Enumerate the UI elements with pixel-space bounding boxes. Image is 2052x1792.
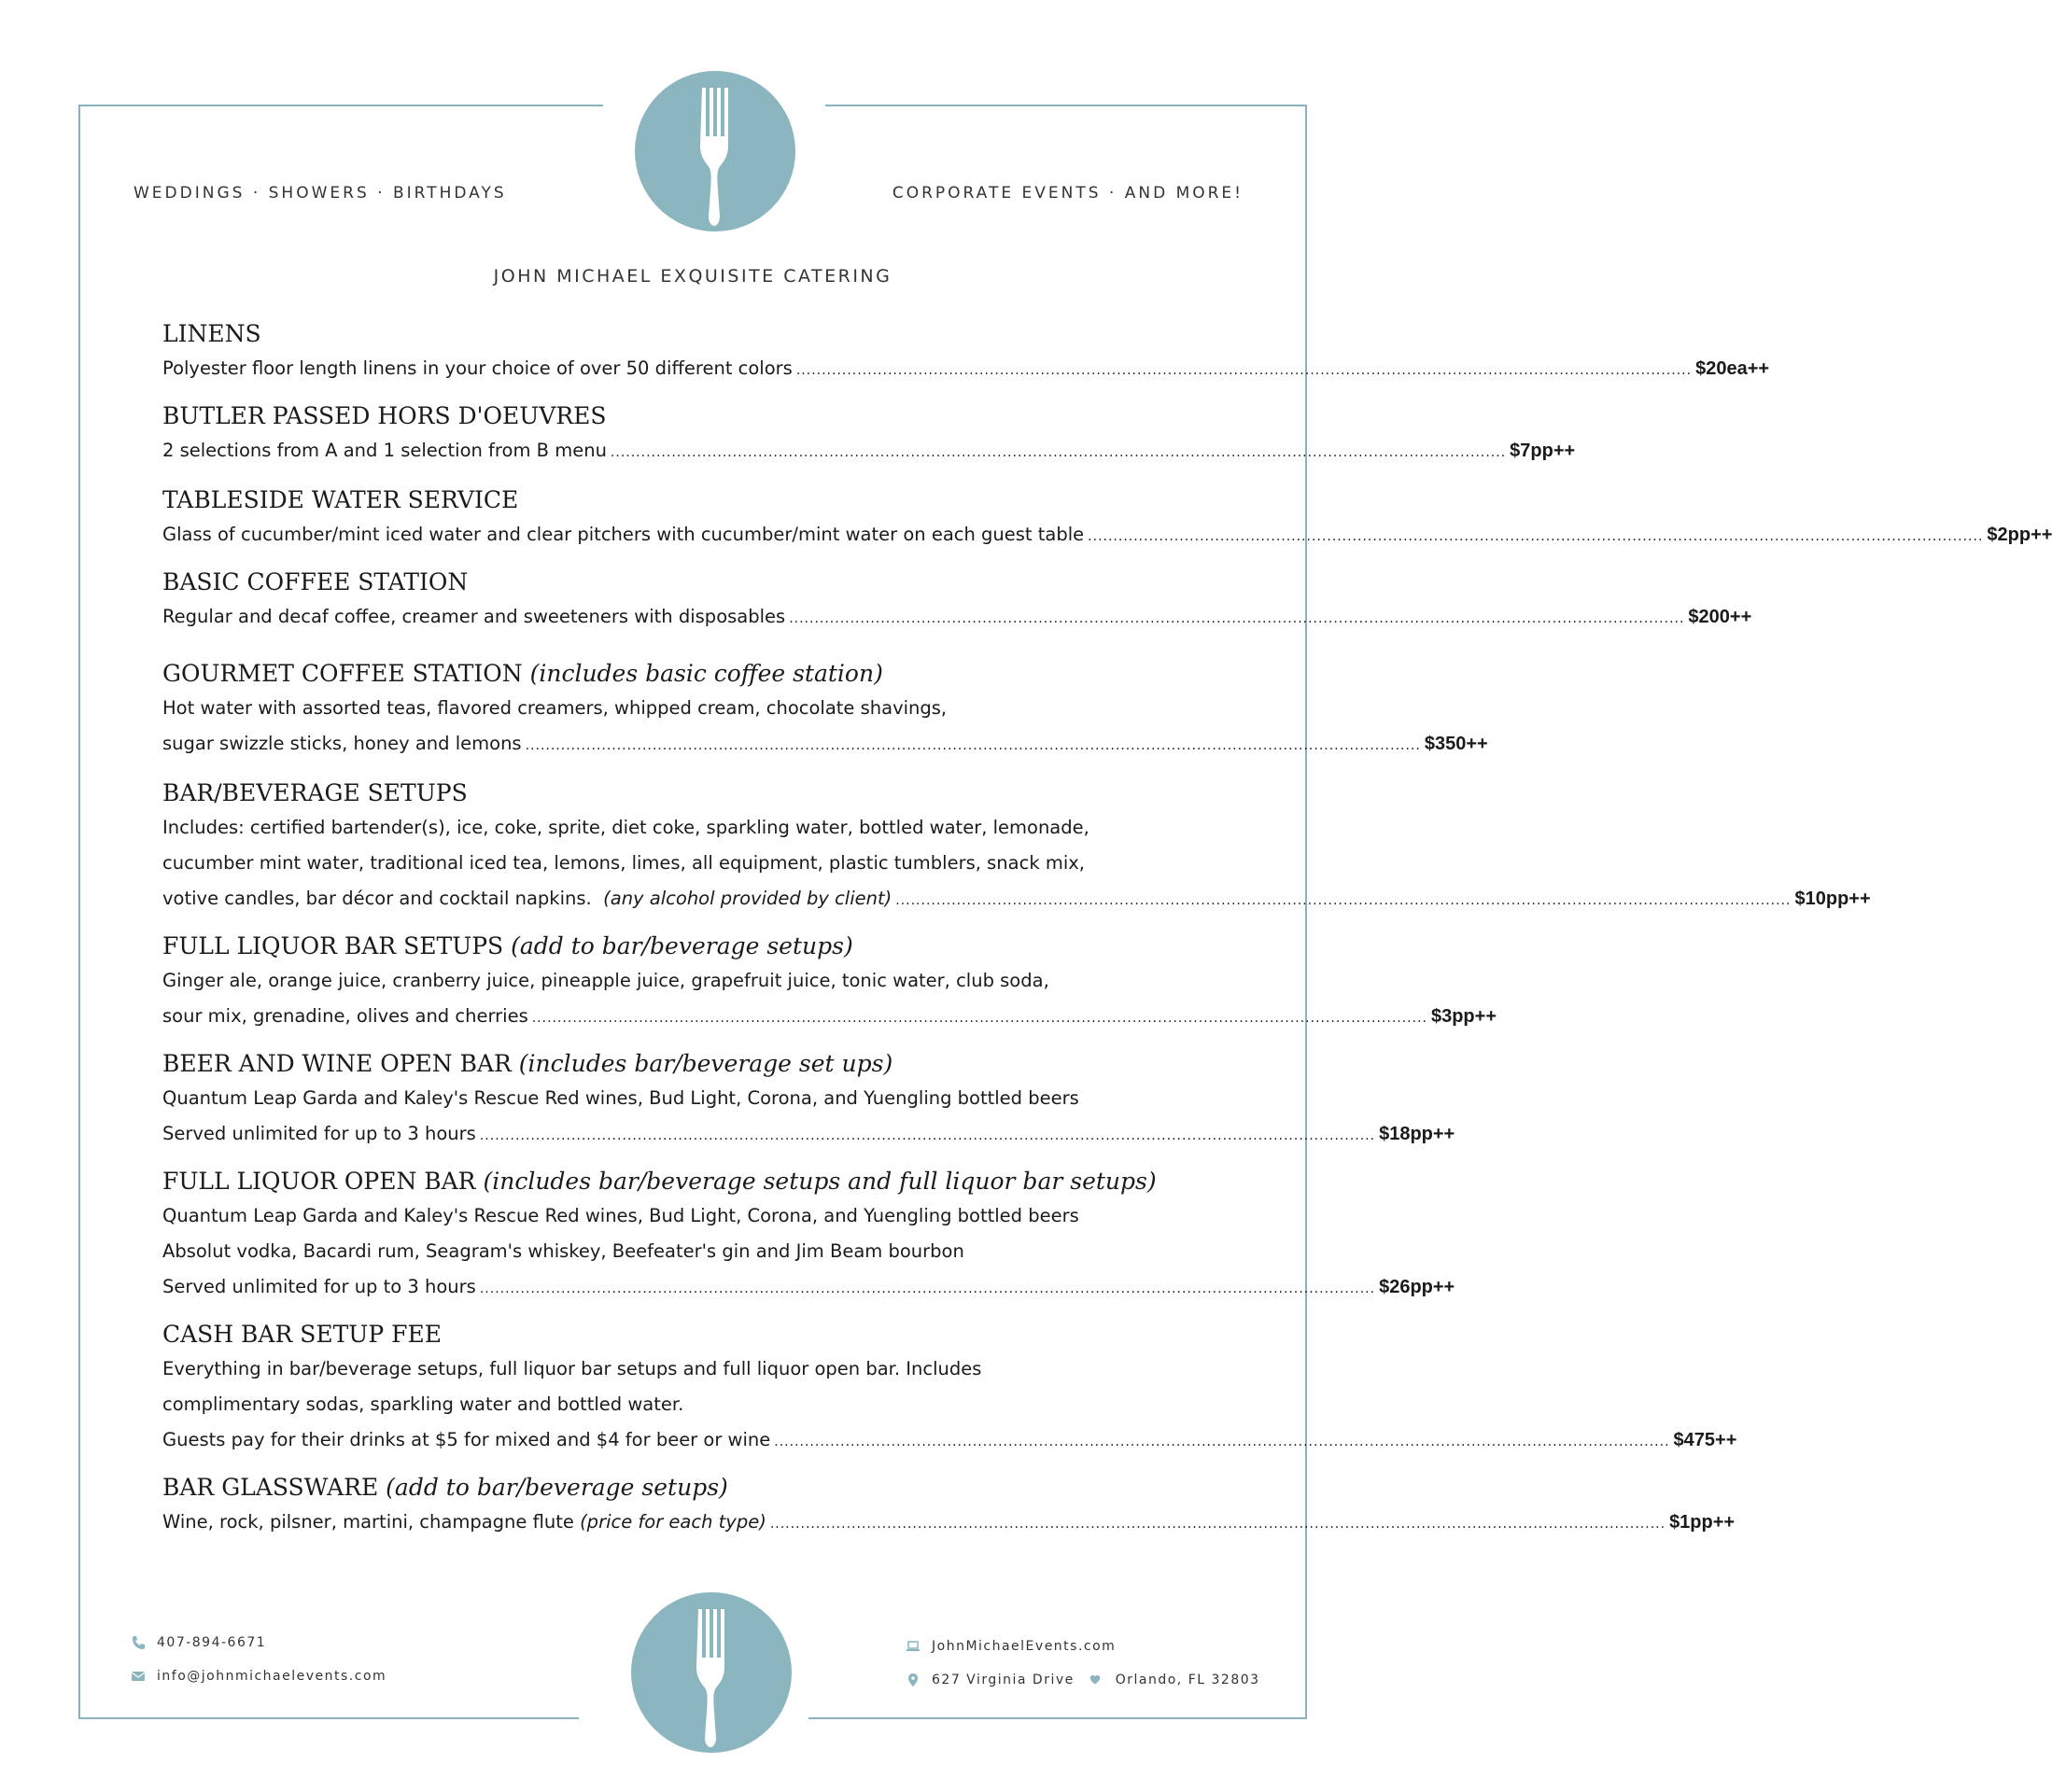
price: $7pp++: [1510, 441, 1576, 461]
section-title-note: (includes basic coffee station): [529, 660, 883, 687]
section-title: BAR/BEVERAGE SETUPS: [162, 779, 468, 806]
price: $1pp++: [1669, 1512, 1736, 1533]
section-title: CASH BAR SETUP FEE: [162, 1321, 442, 1348]
dot-leader: ................................................................................................................................................................................: [479, 1128, 1376, 1143]
footer-phone: [131, 1635, 266, 1650]
fork-icon: [635, 71, 795, 231]
section-title-text: FULL LIQUOR BAR SETUPS: [162, 932, 504, 959]
heart-icon: [1089, 1674, 1101, 1686]
priced-line: [162, 1116, 1455, 1152]
dot-leader: ................................................................................................................................................................................: [525, 738, 1421, 753]
priced-line: [162, 881, 1871, 917]
frame-top-right: [825, 105, 1307, 106]
section-title-note: (add to bar/beverage setups): [386, 1474, 728, 1501]
priced-line: [162, 517, 2052, 553]
section-title: [162, 1471, 1236, 1505]
section-bar-glassware: [162, 1471, 1736, 1540]
description-line: Absolut vodka, Bacardi rum, Seagram's whiskey, Beefeater's gin and Jim Beam bourbon: [162, 1240, 964, 1262]
dot-leader: ................................................................................................................................................................................: [895, 893, 1792, 908]
dot-leader: ................................................................................................................................................................................: [795, 363, 1693, 378]
price: $350++: [1424, 734, 1488, 754]
priced-line: [162, 1422, 1737, 1458]
priced-line: [162, 999, 1497, 1034]
price: $20ea++: [1695, 358, 1770, 379]
website-link[interactable]: JohnMichaelEvents.com: [932, 1639, 1117, 1654]
brand-title: JOHN MICHAEL EXQUISITE CATERING: [493, 266, 892, 287]
laptop-icon: [906, 1639, 921, 1654]
fork-logo-bottom: [631, 1592, 792, 1753]
phone-number[interactable]: 407-894-6671: [157, 1635, 267, 1650]
frame-left: [78, 105, 80, 1719]
price: $200++: [1688, 607, 1752, 627]
price: $475++: [1673, 1430, 1737, 1450]
section-title: LINENS: [162, 320, 261, 347]
section-title: BUTLER PASSED HORS D'OEUVRES: [162, 402, 607, 429]
description: 2 selections from A and 1 selection from B menu: [162, 440, 607, 461]
section-tableside-water: [162, 483, 2052, 553]
location-pin-icon: [906, 1673, 921, 1687]
description-text: votive candles, bar décor and cocktail napkins.: [162, 888, 592, 909]
priced-line: [162, 599, 1752, 635]
dot-leader: ................................................................................................................................................................................: [769, 1517, 1666, 1532]
description-note: (any alcohol provided by client): [603, 888, 892, 909]
section-title-text: BEER AND WINE OPEN BAR: [162, 1050, 512, 1077]
section-cash-bar: [162, 1318, 1737, 1458]
section-title: BASIC COFFEE STATION: [162, 568, 469, 595]
price: $3pp++: [1430, 1006, 1497, 1027]
description-line: Ginger ale, orange juice, cranberry juice, pineapple juice, grapefruit juice, tonic water, club soda,: [162, 970, 1049, 991]
description: Guests pay for their drinks at $5 for mixed and $4 for beer or wine: [162, 1429, 771, 1450]
price: $10pp++: [1794, 889, 1871, 909]
description-line: complimentary sodas, sparkling water and bottled water.: [162, 1393, 684, 1415]
section-title: [162, 930, 1236, 963]
footer-email: [131, 1669, 387, 1684]
section-title: [162, 1165, 1236, 1198]
tagline-left: WEDDINGS · SHOWERS · BIRTHDAYS: [134, 184, 507, 203]
section-title-note: (includes bar/beverage setups and full liquor bar setups): [483, 1168, 1157, 1195]
section-beer-wine-open-bar: [162, 1047, 1455, 1152]
description-line: Quantum Leap Garda and Kaley's Rescue Red wines, Bud Light, Corona, and Yuengling bottled beers: [162, 1087, 1079, 1109]
section-butler-passed: [162, 399, 1576, 469]
price: $26pp++: [1379, 1277, 1455, 1297]
dot-leader: ................................................................................................................................................................................: [789, 611, 1685, 626]
tagline-right: CORPORATE EVENTS · AND MORE!: [892, 184, 1244, 203]
section-title-note: (add to bar/beverage setups): [511, 932, 853, 959]
priced-line: [162, 351, 1770, 386]
mail-icon: [131, 1669, 146, 1684]
priced-line: [162, 726, 1488, 762]
description: Served unlimited for up to 3 hours: [162, 1123, 476, 1144]
description: Polyester floor length linens in your choice of over 50 different colors: [162, 357, 793, 379]
description: [162, 1505, 766, 1540]
dot-leader: ................................................................................................................................................................................: [774, 1435, 1670, 1449]
description-line: Includes: certified bartender(s), ice, coke, sprite, diet coke, sparkling water, bottled water, lemonade,: [162, 817, 1089, 838]
section-title-note: (includes bar/beverage set ups): [518, 1050, 893, 1077]
footer-address: [906, 1673, 1260, 1687]
section-title-text: BAR GLASSWARE: [162, 1474, 379, 1501]
description: Glass of cucumber/mint iced water and clear pitchers with cucumber/mint water on each guest table: [162, 524, 1085, 545]
description: sugar swizzle sticks, honey and lemons: [162, 733, 522, 754]
phone-icon: [131, 1635, 146, 1650]
email-address[interactable]: info@johnmichaelevents.com: [157, 1669, 387, 1684]
dot-leader: ................................................................................................................................................................................: [1088, 529, 1984, 544]
price: $2pp++: [1987, 525, 2052, 545]
description-note: (price for each type): [580, 1511, 766, 1533]
description: Regular and decaf coffee, creamer and sweeteners with disposables: [162, 606, 786, 627]
priced-line: [162, 1269, 1455, 1305]
fork-logo-top: [635, 71, 795, 231]
priced-line: [162, 1505, 1736, 1540]
street-address: 627 Virginia Drive: [932, 1673, 1075, 1687]
frame-bottom-left: [78, 1717, 579, 1719]
section-bar-beverage-setups: [162, 777, 1871, 917]
description-line: Quantum Leap Garda and Kaley's Rescue Red wines, Bud Light, Corona, and Yuengling bottled beers: [162, 1205, 1079, 1226]
city-state-zip: Orlando, FL 32803: [1115, 1673, 1260, 1687]
section-title: TABLESIDE WATER SERVICE: [162, 486, 519, 513]
section-title-text: FULL LIQUOR OPEN BAR: [162, 1168, 476, 1195]
dot-leader: ................................................................................................................................................................................: [479, 1281, 1376, 1296]
section-gourmet-coffee: [162, 657, 1488, 762]
fork-icon: [631, 1592, 792, 1753]
description: Served unlimited for up to 3 hours: [162, 1276, 476, 1297]
description-line: Hot water with assorted teas, flavored creamers, whipped cream, chocolate shavings,: [162, 697, 948, 719]
section-title-text: GOURMET COFFEE STATION: [162, 660, 523, 687]
priced-line: [162, 433, 1576, 469]
frame-top-left: [78, 105, 603, 106]
footer-website: [906, 1639, 1116, 1654]
dot-leader: ................................................................................................................................................................................: [531, 1011, 1427, 1026]
description: [162, 881, 892, 917]
description-text: Wine, rock, pilsner, martini, champagne flute: [162, 1511, 574, 1533]
description-line: Everything in bar/beverage setups, full liquor bar setups and full liquor open bar. Includes: [162, 1358, 982, 1379]
price: $18pp++: [1379, 1124, 1455, 1144]
description-line: cucumber mint water, traditional iced tea, lemons, limes, all equipment, plastic tumblers, snack mix,: [162, 852, 1085, 874]
section-full-liquor-open-bar: [162, 1165, 1455, 1305]
frame-bottom-right: [808, 1717, 1307, 1719]
section-title: [162, 657, 1236, 691]
section-linens: [162, 317, 1770, 386]
description: sour mix, grenadine, olives and cherries: [162, 1005, 528, 1027]
section-full-liquor-setups: [162, 930, 1497, 1034]
section-basic-coffee: [162, 566, 1752, 635]
section-title: [162, 1047, 1236, 1081]
dot-leader: ................................................................................................................................................................................: [610, 445, 1507, 460]
